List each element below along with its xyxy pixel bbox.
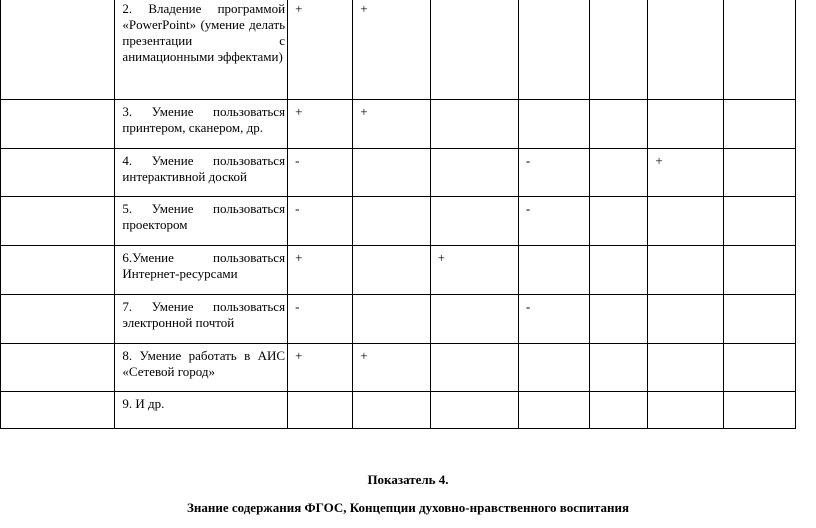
mark-cell <box>430 100 518 149</box>
mark-cell <box>590 344 648 392</box>
mark-cell: + <box>288 344 353 392</box>
mark-cell <box>648 392 723 429</box>
skill-cell: 4. Умение пользоваться интерактивной доской <box>115 149 288 197</box>
mark-cell <box>723 100 795 149</box>
table-row <box>1 246 796 295</box>
mark-cell <box>518 246 589 295</box>
mark-cell <box>590 197 648 246</box>
mark-cell: - <box>288 197 353 246</box>
blank-cell <box>1 197 115 246</box>
mark-cell <box>723 295 795 344</box>
mark-cell <box>648 197 723 246</box>
blank-cell <box>1 149 115 197</box>
blank-cell <box>1 0 115 100</box>
blank-cell <box>1 295 115 344</box>
skill-cell: 9. И др. <box>115 392 288 429</box>
indicator-subheading: Знание содержания ФГОС, Концепции духовно-нравственного воспитания <box>186 500 630 515</box>
mark-cell <box>723 149 795 197</box>
mark-cell <box>723 344 795 392</box>
mark-cell <box>648 100 723 149</box>
mark-cell <box>723 392 795 429</box>
mark-cell <box>430 344 518 392</box>
mark-cell <box>590 100 648 149</box>
mark-cell <box>430 149 518 197</box>
mark-cell: + <box>430 246 518 295</box>
mark-cell: + <box>288 0 353 100</box>
table-row <box>1 295 796 344</box>
mark-cell <box>430 0 518 100</box>
skill-cell: 6.Умение пользоваться Интернет-ресурсами <box>115 246 288 295</box>
table-row <box>1 197 796 246</box>
table-row <box>1 0 796 100</box>
table-row <box>1 392 796 429</box>
mark-cell <box>353 246 430 295</box>
mark-cell <box>430 197 518 246</box>
mark-cell <box>648 246 723 295</box>
mark-cell <box>590 295 648 344</box>
table-row <box>1 344 796 392</box>
mark-cell: + <box>288 100 353 149</box>
indicator-heading: Показатель 4. <box>367 472 449 487</box>
mark-cell <box>590 0 648 100</box>
blank-cell <box>1 392 115 429</box>
mark-cell <box>430 392 518 429</box>
table-row <box>1 149 796 197</box>
mark-cell: - <box>518 149 589 197</box>
table-row <box>1 100 796 149</box>
mark-cell: - <box>288 149 353 197</box>
mark-cell: - <box>518 295 589 344</box>
mark-cell <box>353 197 430 246</box>
skill-cell: 8. Умение работать в АИС «Сетевой город» <box>115 344 288 392</box>
mark-cell: + <box>353 0 430 100</box>
mark-cell <box>353 295 430 344</box>
mark-cell: - <box>288 295 353 344</box>
mark-cell <box>590 246 648 295</box>
skill-cell: 5. Умение пользоваться проектором <box>115 197 288 246</box>
mark-cell <box>353 149 430 197</box>
mark-cell <box>648 0 723 100</box>
mark-cell <box>518 100 589 149</box>
mark-cell <box>518 392 589 429</box>
mark-cell <box>723 246 795 295</box>
skill-cell: 7. Умение пользоваться электронной почтой <box>115 295 288 344</box>
skill-cell: 3. Умение пользоваться принтером, сканером, др. <box>115 100 288 149</box>
blank-cell <box>1 344 115 392</box>
mark-cell <box>648 344 723 392</box>
mark-cell <box>648 295 723 344</box>
mark-cell <box>590 392 648 429</box>
mark-cell <box>518 0 589 100</box>
mark-cell <box>288 392 353 429</box>
mark-cell <box>723 0 795 100</box>
mark-cell <box>430 295 518 344</box>
mark-cell: + <box>353 344 430 392</box>
mark-cell <box>518 344 589 392</box>
blank-cell <box>1 100 115 149</box>
blank-cell <box>1 246 115 295</box>
mark-cell: - <box>518 197 589 246</box>
mark-cell: + <box>353 100 430 149</box>
skill-cell: 2. Владение программой «PowerPoint» (умение делать презентации с анимационными эффектами) <box>115 0 288 100</box>
mark-cell: + <box>648 149 723 197</box>
mark-cell <box>723 197 795 246</box>
mark-cell <box>353 392 430 429</box>
mark-cell: + <box>288 246 353 295</box>
mark-cell <box>590 149 648 197</box>
